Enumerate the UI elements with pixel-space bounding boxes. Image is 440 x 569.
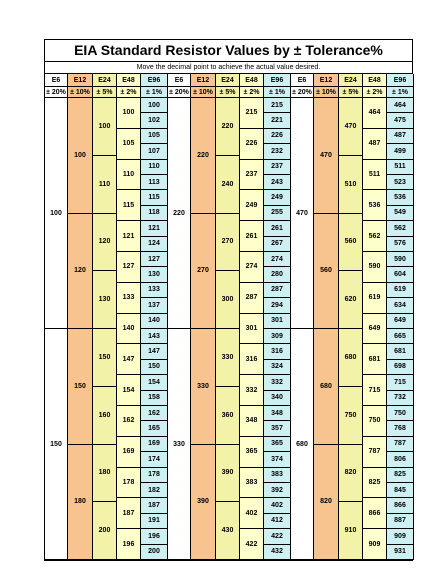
value-cell-e96: 374 xyxy=(264,452,291,467)
value-cell-e96: 182 xyxy=(141,483,168,498)
value-cell-e48: 316 xyxy=(240,344,264,375)
value-cell-e12: 820 xyxy=(314,445,339,561)
tolerance-e96: ± 1% xyxy=(141,87,168,98)
value-cell-e48: 287 xyxy=(240,283,264,314)
value-cell-e96: 121 xyxy=(141,221,168,236)
value-cell-e48: 464 xyxy=(363,98,387,129)
value-cell-e96: 665 xyxy=(387,329,414,344)
tolerance-e12: ± 10% xyxy=(68,87,93,98)
value-cell-e96: 931 xyxy=(387,545,414,560)
page-title: EIA Standard Resistor Values by ± Tolerance% xyxy=(45,40,412,62)
value-cell-e96: 487 xyxy=(387,129,414,144)
series-header-e12: E12 xyxy=(68,74,93,87)
value-cell-e96: 887 xyxy=(387,514,414,529)
value-cell-e24: 560 xyxy=(339,214,363,272)
value-cell-e96: 274 xyxy=(264,252,291,267)
value-cell-e48: 909 xyxy=(363,529,387,560)
value-cell-e96: 383 xyxy=(264,468,291,483)
series-header-e24: E24 xyxy=(93,74,117,87)
value-cell-e96: 576 xyxy=(387,237,414,252)
series-header-e96: E96 xyxy=(141,74,168,87)
series-header-e96: E96 xyxy=(264,74,291,87)
value-cell-e96: 143 xyxy=(141,329,168,344)
value-cell-e96: 590 xyxy=(387,252,414,267)
value-cell-e48: 590 xyxy=(363,252,387,283)
value-cell-e96: 499 xyxy=(387,144,414,159)
series-header-e6: E6 xyxy=(45,74,68,87)
value-cell-e48: 121 xyxy=(117,221,141,252)
value-cell-e24: 510 xyxy=(339,156,363,214)
value-cell-e12: 120 xyxy=(68,214,93,330)
value-cell-e96: 866 xyxy=(387,498,414,513)
series-header-e12: E12 xyxy=(191,74,216,87)
value-cell-e48: 562 xyxy=(363,221,387,252)
value-cell-e96: 523 xyxy=(387,175,414,190)
value-cell-e96: 237 xyxy=(264,160,291,175)
value-cell-e96: 127 xyxy=(141,252,168,267)
value-cell-e48: 536 xyxy=(363,190,387,221)
value-cell-e96: 348 xyxy=(264,406,291,421)
value-cell-e24: 240 xyxy=(216,156,240,214)
value-cell-e96: 196 xyxy=(141,529,168,544)
value-cell-e96: 357 xyxy=(264,421,291,436)
value-cell-e96: 221 xyxy=(264,113,291,128)
value-cell-e96: 412 xyxy=(264,514,291,529)
series-header-e6: E6 xyxy=(168,74,191,87)
value-cell-e24: 200 xyxy=(93,502,117,560)
value-cell-e96: 150 xyxy=(141,360,168,375)
value-cell-e96: 158 xyxy=(141,391,168,406)
value-cell-e96: 402 xyxy=(264,498,291,513)
value-cell-e96: 137 xyxy=(141,298,168,313)
value-cell-e96: 909 xyxy=(387,529,414,544)
value-cell-e6: 680 xyxy=(291,329,314,560)
value-cell-e48: 365 xyxy=(240,437,264,468)
value-cell-e96: 215 xyxy=(264,98,291,113)
value-cell-e96: 165 xyxy=(141,421,168,436)
value-cell-e96: 732 xyxy=(387,391,414,406)
value-cell-e96: 549 xyxy=(387,206,414,221)
series-header-e48: E48 xyxy=(240,74,264,87)
value-cell-e48: 274 xyxy=(240,252,264,283)
value-cell-e48: 332 xyxy=(240,375,264,406)
value-cell-e48: 619 xyxy=(363,283,387,314)
value-cell-e48: 787 xyxy=(363,437,387,468)
value-cell-e48: 226 xyxy=(240,129,264,160)
value-cell-e96: 768 xyxy=(387,421,414,436)
value-cell-e48: 105 xyxy=(117,129,141,160)
value-cell-e96: 130 xyxy=(141,267,168,282)
value-cell-e96: 698 xyxy=(387,360,414,375)
value-cell-e24: 300 xyxy=(216,271,240,329)
value-cell-e48: 825 xyxy=(363,468,387,499)
tolerance-e12: ± 10% xyxy=(314,87,339,98)
value-cell-e96: 316 xyxy=(264,344,291,359)
value-cell-e6: 100 xyxy=(45,98,68,329)
series-header-e24: E24 xyxy=(339,74,363,87)
value-cell-e96: 178 xyxy=(141,468,168,483)
value-cell-e48: 196 xyxy=(117,529,141,560)
value-cell-e96: 475 xyxy=(387,113,414,128)
value-cell-e24: 820 xyxy=(339,445,363,503)
tolerance-e24: ± 5% xyxy=(216,87,240,98)
tolerance-e48: ± 2% xyxy=(117,87,141,98)
value-cell-e96: 200 xyxy=(141,545,168,560)
value-cell-e12: 390 xyxy=(191,445,216,561)
value-cell-e96: 102 xyxy=(141,113,168,128)
value-cell-e96: 392 xyxy=(264,483,291,498)
tolerance-e12: ± 10% xyxy=(191,87,216,98)
value-cell-e96: 301 xyxy=(264,314,291,329)
value-cell-e96: 634 xyxy=(387,298,414,313)
value-cell-e24: 270 xyxy=(216,214,240,272)
value-cell-e96: 154 xyxy=(141,375,168,390)
value-cell-e96: 187 xyxy=(141,498,168,513)
value-cell-e96: 174 xyxy=(141,452,168,467)
tolerance-e96: ± 1% xyxy=(387,87,414,98)
value-cell-e6: 220 xyxy=(168,98,191,329)
tolerance-e96: ± 1% xyxy=(264,87,291,98)
tolerance-e6: ± 20% xyxy=(291,87,314,98)
value-cell-e24: 390 xyxy=(216,445,240,503)
tolerance-e24: ± 5% xyxy=(93,87,117,98)
tolerance-e48: ± 2% xyxy=(240,87,264,98)
value-cell-e48: 133 xyxy=(117,283,141,314)
value-cell-e48: 147 xyxy=(117,344,141,375)
value-cell-e12: 470 xyxy=(314,98,339,214)
value-cell-e24: 150 xyxy=(93,329,117,387)
value-cell-e48: 715 xyxy=(363,375,387,406)
value-cell-e48: 511 xyxy=(363,160,387,191)
series-header-e24: E24 xyxy=(216,74,240,87)
value-cell-e96: 511 xyxy=(387,160,414,175)
value-cell-e24: 360 xyxy=(216,387,240,445)
value-cell-e48: 649 xyxy=(363,314,387,345)
value-cell-e24: 110 xyxy=(93,156,117,214)
value-cell-e24: 130 xyxy=(93,271,117,329)
value-cell-e6: 150 xyxy=(45,329,68,560)
value-cell-e24: 180 xyxy=(93,445,117,503)
tolerance-e6: ± 20% xyxy=(168,87,191,98)
value-cell-e96: 243 xyxy=(264,175,291,190)
value-cell-e12: 330 xyxy=(191,329,216,445)
value-cell-e48: 178 xyxy=(117,468,141,499)
value-cell-e96: 604 xyxy=(387,267,414,282)
value-cell-e24: 160 xyxy=(93,387,117,445)
value-cell-e96: 232 xyxy=(264,144,291,159)
resistor-table xyxy=(44,39,413,561)
value-cell-e96: 464 xyxy=(387,98,414,113)
value-cell-e24: 100 xyxy=(93,98,117,156)
value-cell-e48: 237 xyxy=(240,160,264,191)
value-cell-e48: 115 xyxy=(117,190,141,221)
value-cell-e96: 162 xyxy=(141,406,168,421)
series-header-e96: E96 xyxy=(387,74,414,87)
value-cell-e48: 261 xyxy=(240,221,264,252)
value-cell-e48: 422 xyxy=(240,529,264,560)
value-cell-e96: 280 xyxy=(264,267,291,282)
tolerance-e24: ± 5% xyxy=(339,87,363,98)
value-cell-e96: 115 xyxy=(141,190,168,205)
value-cell-e96: 191 xyxy=(141,514,168,529)
value-cell-e96: 110 xyxy=(141,160,168,175)
value-cell-e48: 215 xyxy=(240,98,264,129)
value-cell-e48: 100 xyxy=(117,98,141,129)
value-cell-e48: 154 xyxy=(117,375,141,406)
value-cell-e96: 261 xyxy=(264,221,291,236)
value-cell-e12: 270 xyxy=(191,214,216,330)
value-cell-e96: 294 xyxy=(264,298,291,313)
value-cell-e96: 105 xyxy=(141,129,168,144)
value-cell-e12: 150 xyxy=(68,329,93,445)
value-cell-e96: 249 xyxy=(264,190,291,205)
value-cell-e12: 100 xyxy=(68,98,93,214)
value-cell-e48: 750 xyxy=(363,406,387,437)
value-cell-e6: 470 xyxy=(291,98,314,329)
page-subtitle: Move the decimal point to achieve the actual value desired. xyxy=(45,62,412,74)
value-cell-e48: 187 xyxy=(117,498,141,529)
series-header-e48: E48 xyxy=(117,74,141,87)
value-cell-e12: 180 xyxy=(68,445,93,561)
value-cell-e96: 169 xyxy=(141,437,168,452)
value-cell-e24: 430 xyxy=(216,502,240,560)
value-cell-e96: 432 xyxy=(264,545,291,560)
value-cell-e96: 140 xyxy=(141,314,168,329)
series-header-e6: E6 xyxy=(291,74,314,87)
value-cell-e96: 226 xyxy=(264,129,291,144)
series-header-e48: E48 xyxy=(363,74,387,87)
value-cell-e96: 536 xyxy=(387,190,414,205)
series-header-e12: E12 xyxy=(314,74,339,87)
value-cell-e96: 806 xyxy=(387,452,414,467)
value-cell-e96: 309 xyxy=(264,329,291,344)
value-cell-e48: 162 xyxy=(117,406,141,437)
value-cell-e96: 365 xyxy=(264,437,291,452)
value-cell-e24: 620 xyxy=(339,271,363,329)
value-cell-e24: 120 xyxy=(93,214,117,272)
value-cell-e96: 113 xyxy=(141,175,168,190)
value-cell-e48: 681 xyxy=(363,344,387,375)
value-cell-e48: 383 xyxy=(240,468,264,499)
value-cell-e96: 267 xyxy=(264,237,291,252)
value-cell-e24: 910 xyxy=(339,502,363,560)
value-cell-e96: 107 xyxy=(141,144,168,159)
value-cell-e48: 169 xyxy=(117,437,141,468)
value-cell-e12: 560 xyxy=(314,214,339,330)
value-cell-e96: 649 xyxy=(387,314,414,329)
value-cell-e24: 220 xyxy=(216,98,240,156)
value-cell-e12: 680 xyxy=(314,329,339,445)
value-cell-e96: 124 xyxy=(141,237,168,252)
value-cell-e6: 330 xyxy=(168,329,191,560)
value-cell-e96: 845 xyxy=(387,483,414,498)
value-cell-e96: 340 xyxy=(264,391,291,406)
value-cell-e96: 100 xyxy=(141,98,168,113)
value-cell-e12: 220 xyxy=(191,98,216,214)
value-cell-e24: 680 xyxy=(339,329,363,387)
value-cell-e96: 619 xyxy=(387,283,414,298)
value-cell-e24: 750 xyxy=(339,387,363,445)
tolerance-e48: ± 2% xyxy=(363,87,387,98)
value-cell-e96: 787 xyxy=(387,437,414,452)
value-cell-e48: 140 xyxy=(117,314,141,345)
value-cell-e24: 330 xyxy=(216,329,240,387)
value-cell-e96: 562 xyxy=(387,221,414,236)
tolerance-e6: ± 20% xyxy=(45,87,68,98)
value-cell-e96: 324 xyxy=(264,360,291,375)
value-cell-e96: 287 xyxy=(264,283,291,298)
value-cell-e96: 681 xyxy=(387,344,414,359)
value-cell-e48: 249 xyxy=(240,190,264,221)
value-cell-e96: 422 xyxy=(264,529,291,544)
value-cell-e96: 118 xyxy=(141,206,168,221)
value-cell-e96: 133 xyxy=(141,283,168,298)
value-cell-e96: 715 xyxy=(387,375,414,390)
value-cell-e48: 487 xyxy=(363,129,387,160)
value-cell-e96: 750 xyxy=(387,406,414,421)
value-cell-e48: 110 xyxy=(117,160,141,191)
value-cell-e24: 470 xyxy=(339,98,363,156)
value-cell-e96: 825 xyxy=(387,468,414,483)
value-cell-e48: 866 xyxy=(363,498,387,529)
value-cell-e96: 255 xyxy=(264,206,291,221)
value-cell-e96: 147 xyxy=(141,344,168,359)
value-cell-e48: 402 xyxy=(240,498,264,529)
value-cell-e48: 127 xyxy=(117,252,141,283)
value-cell-e96: 332 xyxy=(264,375,291,390)
value-cell-e48: 348 xyxy=(240,406,264,437)
value-cell-e48: 301 xyxy=(240,314,264,345)
